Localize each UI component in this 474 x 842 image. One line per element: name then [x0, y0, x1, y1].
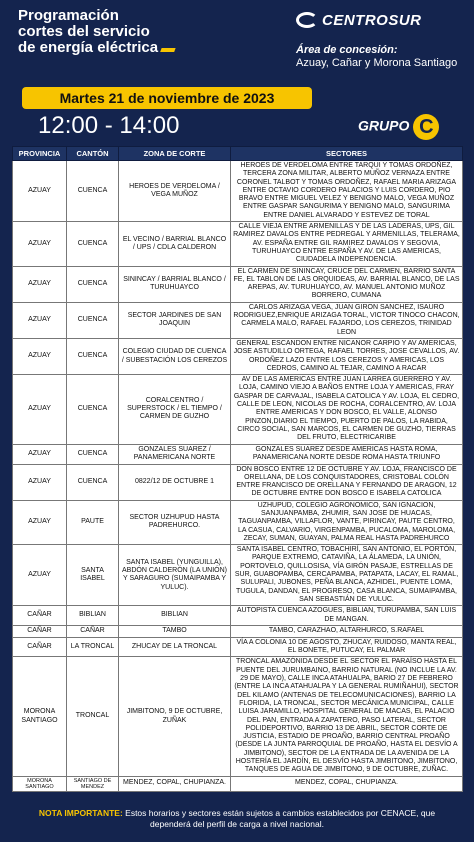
- cell-canton: CUENCA: [67, 222, 119, 266]
- cell-sectores: EL CARMEN DE SININCAY, CRUCE DEL CARMEN, BARRIO SANTA FE, EL TABLON DE LAS ORQUIDEAS, AV. BARRIAL BLANCO, DE LAS AREPAS, AV. TURUHUAYCO, AV. MANUEL ANTONIO MUÑOZ BORRERO, CUMANA: [231, 266, 463, 302]
- page-title: [18, 8, 176, 56]
- cell-provincia: AZUAY: [13, 222, 67, 266]
- cell-sectores: HEROES DE VERDELOMA ENTRE TARQUI Y TOMAS ORDOÑEZ, TERCERA ZONA MILITAR, ALBERTO MUÑOZ VERNAZA ENTRE CORONEL TALBOT Y TOMAS ORDOÑEZ, RAFAEL MARIA ARIZAGA ENTRE OCTAVIO CORDERO PALACIOS Y LUIS CORDERO, PIO BRAVO ENTRE MIGUEL VELEZ Y BENIGNO MALO, VEGA MUÑOZ ENTRE GASPAR SANGURIMA Y BENIGNO MALO, SANGURIMA ENTRE DANIEL ALVARADO Y ESTEVEZ DE TORAL: [231, 161, 463, 222]
- header: [0, 0, 474, 84]
- cell-zona: TAMBO: [119, 625, 231, 637]
- time-range: 12:00 - 14:00: [38, 112, 180, 139]
- table-row: [13, 606, 463, 626]
- cell-canton: CUENCA: [67, 161, 119, 222]
- cell-zona: CORALCENTRO / SUPERSTOCK / EL TIEMPO / CARMEN DE GUZHO: [119, 375, 231, 444]
- schedule-table: [12, 146, 463, 792]
- cell-sectores: GENERAL ESCANDON ENTRE NICANOR CARPIO Y AV AMERICAS, JOSE ASTUDILLO ORTEGA, RAFAEL TORRES, JOSE CEVALLOS, AV. ORDOÑEZ LAZO ENTRE LOS CEREZOS Y AMERICAS, LOS CEDROS, CAMINO AL TEJAR, CAMINO A RACAR: [231, 338, 463, 374]
- table-row: [13, 545, 463, 606]
- cell-provincia: AZUAY: [13, 464, 67, 500]
- cell-provincia: AZUAY: [13, 545, 67, 606]
- title-line-1: Programación: [18, 7, 119, 24]
- cell-sectores: VÍA A COLONIA 10 DE AGOSTO, ZHUCAY, RUIDOSO, MANTA REAL, EL BONETE, PUTUCAY, EL PALMAR: [231, 637, 463, 657]
- concession-value: Azuay, Cañar y Morona Santiago: [296, 57, 458, 69]
- concession-label: Área de concesión:: [296, 44, 398, 56]
- cell-zona: ZHUCAY DE LA TRONCAL: [119, 637, 231, 657]
- cell-provincia: AZUAY: [13, 302, 67, 338]
- cell-canton: CUENCA: [67, 266, 119, 302]
- table-row: [13, 776, 463, 791]
- cell-sectores: CARLOS ARIZAGA VEGA, JUAN GIRON SANCHEZ, ISAURO RODRIGUEZ,ENRIQUE ARIZAGA TORAL, VICTOR TINOCO CHACON, CARMELA MALO, RAFAEL FAJARDO, LOS CEREZOS, TRINIDAD LEON: [231, 302, 463, 338]
- cell-sectores: CALLE VIEJA ENTRE ARMENILLAS Y DE LAS LADERAS, UPS, GIL RAMIREZ DAVALOS ENTRE PEDREGAL Y ARMENILLAS, TELERAMA, AV. ESPAÑA ENTRE GIL RAMIREZ DAVALOS Y SEGOVIA, TURUHUAYCO ENTRE ESPAÑA Y AV. DE LAS AMERICAS, CIUDADELA INDEPENDENCIA.: [231, 222, 463, 266]
- cell-canton: TRONCAL: [67, 657, 119, 776]
- brand-name: CENTROSUR: [322, 12, 422, 29]
- cell-sectores: AUTOPISTA CUENCA AZOGUES, BIBLIAN, TURUPAMBA, SAN LUIS DE MANGAN.: [231, 606, 463, 626]
- cell-zona: SECTOR JARDINES DE SAN JOAQUIN: [119, 302, 231, 338]
- cell-provincia: AZUAY: [13, 161, 67, 222]
- cell-provincia: MORONA SANTIAGO: [13, 776, 67, 791]
- cell-provincia: AZUAY: [13, 338, 67, 374]
- cell-zona: SANTA ISABEL (YUNGUILLA), ABDÓN CALDERÓN (LA UNIÓN) Y SARAGURO (SUMAIPAMBA Y YULUC).: [119, 545, 231, 606]
- cell-canton: CUENCA: [67, 375, 119, 444]
- accent-mark-icon: [160, 42, 178, 52]
- table-row: [13, 444, 463, 464]
- note-text: Estos horarios y sectores están sujetos a cambios establecidos por CENACE, que dependerá del perfil de carga a nivel nacional.: [125, 808, 436, 829]
- table-header-row: [13, 147, 463, 161]
- cell-canton: CUENCA: [67, 338, 119, 374]
- group-indicator: [358, 114, 439, 140]
- cell-sectores: MENDEZ, COPAL, CHUPIANZA.: [231, 776, 463, 791]
- cell-zona: 0822/12 DE OCTUBRE 1: [119, 464, 231, 500]
- cell-zona: BIBLIAN: [119, 606, 231, 626]
- cell-canton: LA TRONCAL: [67, 637, 119, 657]
- cell-provincia: AZUAY: [13, 500, 67, 544]
- cell-canton: SANTA ISABEL: [67, 545, 119, 606]
- cell-zona: SININCAY / BARRIAL BLANCO / TURUHUAYCO: [119, 266, 231, 302]
- cell-canton: BIBLIAN: [67, 606, 119, 626]
- table-row: [13, 222, 463, 266]
- cell-provincia: CAÑAR: [13, 606, 67, 626]
- cell-sectores: UZHUPUD, COLEGIO AGRONOMICO, SAN IGNACION, SANJUANPAMBA, ZHUMIR, SAN JOSE DE HUACAS, TAGUANPAMBA, VILLAFLOR, VANTE, PIRINCAY, PAUTE CENTRO, LA CASUA, CALVARIO, VIRGENPAMBA, PUCALOMA, MAROLOMA, ZECAY, SUMAN, GUAYAN, PALMA REAL HASTA PADREHURCO: [231, 500, 463, 544]
- cell-canton: PAUTE: [67, 500, 119, 544]
- header-zona: ZONA DE CORTE: [119, 147, 231, 161]
- cell-zona: JIMBITONO, 9 DE OCTUBRE, ZUÑAK: [119, 657, 231, 776]
- table-row: [13, 161, 463, 222]
- cell-sectores: AV DE LAS AMERICAS ENTRE JUAN LARREA GUERRERO Y AV. LOJA, CAMINO VIEJO A BAÑOS ENTRE LOJA Y AMERICAS, FRAY GASPAR DE CARVAJAL, ISABELA CATOLICA Y AV. LOJA, EL CEDRO, CALLE DE LEON, NICOLAS DE ROCHA, CORALCENTRO, AV. LOJA ENTRE AMERICAS Y DON BOSCO, EL VALLE, ALONSO PINZON,DIARIO EL TIEMPO, PUERTO DE PALOS, LA RABIDA, CIRCO SOCIAL, SAN MARCOS, EL CARMEN DE GUZHO, TIERRAS DEL FRUTO, ELECTRICARIBE: [231, 375, 463, 444]
- table-row: [13, 464, 463, 500]
- header-provincia: PROVINCIA: [13, 147, 67, 161]
- header-sectores: SECTORES: [231, 147, 463, 161]
- cell-sectores: TAMBO, CARAZHAO, ALTARHURCO, S.RAFAEL: [231, 625, 463, 637]
- date-bar: Martes 21 de noviembre de 2023: [22, 87, 312, 109]
- cell-canton: CUENCA: [67, 444, 119, 464]
- cell-zona: SECTOR UZHUPUD HASTA PADREHURCO.: [119, 500, 231, 544]
- centrosur-logo-icon: [296, 12, 318, 28]
- cell-provincia: AZUAY: [13, 444, 67, 464]
- title-line-3: de energía eléctrica: [18, 39, 159, 56]
- cell-sectores: GONZALES SUAREZ DESDE AMERICAS HASTA ROMA, PANAMERICANA NORTE DESDE ROMA HASTA TRIUNFO: [231, 444, 463, 464]
- cell-zona: HEROES DE VERDELOMA / VEGA MUÑOZ: [119, 161, 231, 222]
- cell-provincia: CAÑAR: [13, 637, 67, 657]
- title-line-2: cortes del servicio: [18, 23, 150, 40]
- table-row: [13, 637, 463, 657]
- concession-area: [296, 44, 457, 70]
- table-row: [13, 266, 463, 302]
- group-label: GRUPO: [358, 117, 410, 134]
- table-row: [13, 625, 463, 637]
- table-row: [13, 375, 463, 444]
- table-row: [13, 657, 463, 776]
- cell-canton: CAÑAR: [67, 625, 119, 637]
- important-note: [30, 808, 444, 830]
- cell-zona: COLEGIO CIUDAD DE CUENCA / SUBESTACIÓN LOS CEREZOS: [119, 338, 231, 374]
- cell-provincia: MORONA SANTIAGO: [13, 657, 67, 776]
- table-row: [13, 500, 463, 544]
- brand-logo: [296, 12, 422, 29]
- cell-canton: SANTIAGO DE MENDEZ: [67, 776, 119, 791]
- table-row: [13, 338, 463, 374]
- cell-provincia: AZUAY: [13, 375, 67, 444]
- cell-sectores: SANTA ISABEL CENTRO, TOBACHIRÍ, SAN ANTONIO, EL PORTÓN, PARQUE EXTREMO, CATAVIÑA, LA ÁLAMEDA, LA UNIÓN, PORTOVELO, QUILLOSISA, VÍA GIRÓN PASAJE, ESTRELLAS DE SUR, GUABOPAMBA, CERCAPAMBA, PATAPATA, LACAY, EL RAMAL, SULUPALI, JUBONES, PEÑA BLANCA, AZHIDEL, PUENTE LOMA, TUGULA, DANDAN, EL PROGRESO, CASA BLANCA, SUMAIPAMBA, SAN SEBASTIÁN DE YULUC.: [231, 545, 463, 606]
- cell-sectores: DON BOSCO ENTRE 12 DE OCTUBRE Y AV. LOJA, FRANCISCO DE ORELLANA, DE LOS CONQUISTADORES, CRISTOBAL COLÓN ENTRE FRANCISCO DE ORELLANA Y FERNANDO DE ARAGON, 12 DE OCTUBRE ENTRE DON BOSCO E ISABELA CATOLICA: [231, 464, 463, 500]
- cell-provincia: AZUAY: [13, 266, 67, 302]
- cell-zona: EL VECINO / BARRIAL BLANCO / UPS / CDLA CALDERON: [119, 222, 231, 266]
- cell-canton: CUENCA: [67, 302, 119, 338]
- cell-canton: CUENCA: [67, 464, 119, 500]
- cell-sectores: TRONCAL AMAZÓNIDA DESDE EL SECTOR EL PARAÍSO HASTA EL PUENTE DEL JURUMBAINO, BARRIO NATURAL (NO INCLUE LA AV. 29 DE MAYO), CALLE INCA ATAHUALPA, BARIO 27 DE FEBRERO (ENTRE LA INCA ATAHUALPA Y LA GENERAL RUMIÑAHUI), SECTOR DEL KILAMO (ANTENAS DE TELECOMUNICACIONES), BARRIO LA FLORIDA, LA TRONCAL, SECTOR MECÁNICA MUNICIPAL, CALLE LUISA JARAMILLO, HOSPITAL GENERAL DE MACAS, EL PALACIO DEL PAN, ENTRADA A ZAPATERO, PASO LATERAL, SECTOR POLIDEPORTIVO, BARRIO 13 DE ABRIL, SECTOR CORTE DE JUSTICIA, ESTADIO DE PROAÑO, BARRIO CENTRAL PROAÑO (DESDE LA JUNTA PARROQUIAL DE PROAÑO, HASTA EL DESVÍO A JIMBITONO), SECTOR DE LA ENTRADA DE LA AVENIDA DE LA HOSTERÍA EL JARDÍN, EL DESVÍO HASTA JIMBITONO, JIMBITONO, TANQUES DE AGUA DE JIMBITONO, 9 DE OCTUBRE, ZUÑAC.: [231, 657, 463, 776]
- header-canton: CANTÓN: [67, 147, 119, 161]
- cell-provincia: CAÑAR: [13, 625, 67, 637]
- cell-zona: GONZALES SUAREZ / PANAMERICANA NORTE: [119, 444, 231, 464]
- group-badge: C: [413, 114, 439, 140]
- table-row: [13, 302, 463, 338]
- note-label: NOTA IMPORTANTE:: [38, 808, 123, 818]
- cell-zona: MENDEZ, COPAL, CHUPIANZA.: [119, 776, 231, 791]
